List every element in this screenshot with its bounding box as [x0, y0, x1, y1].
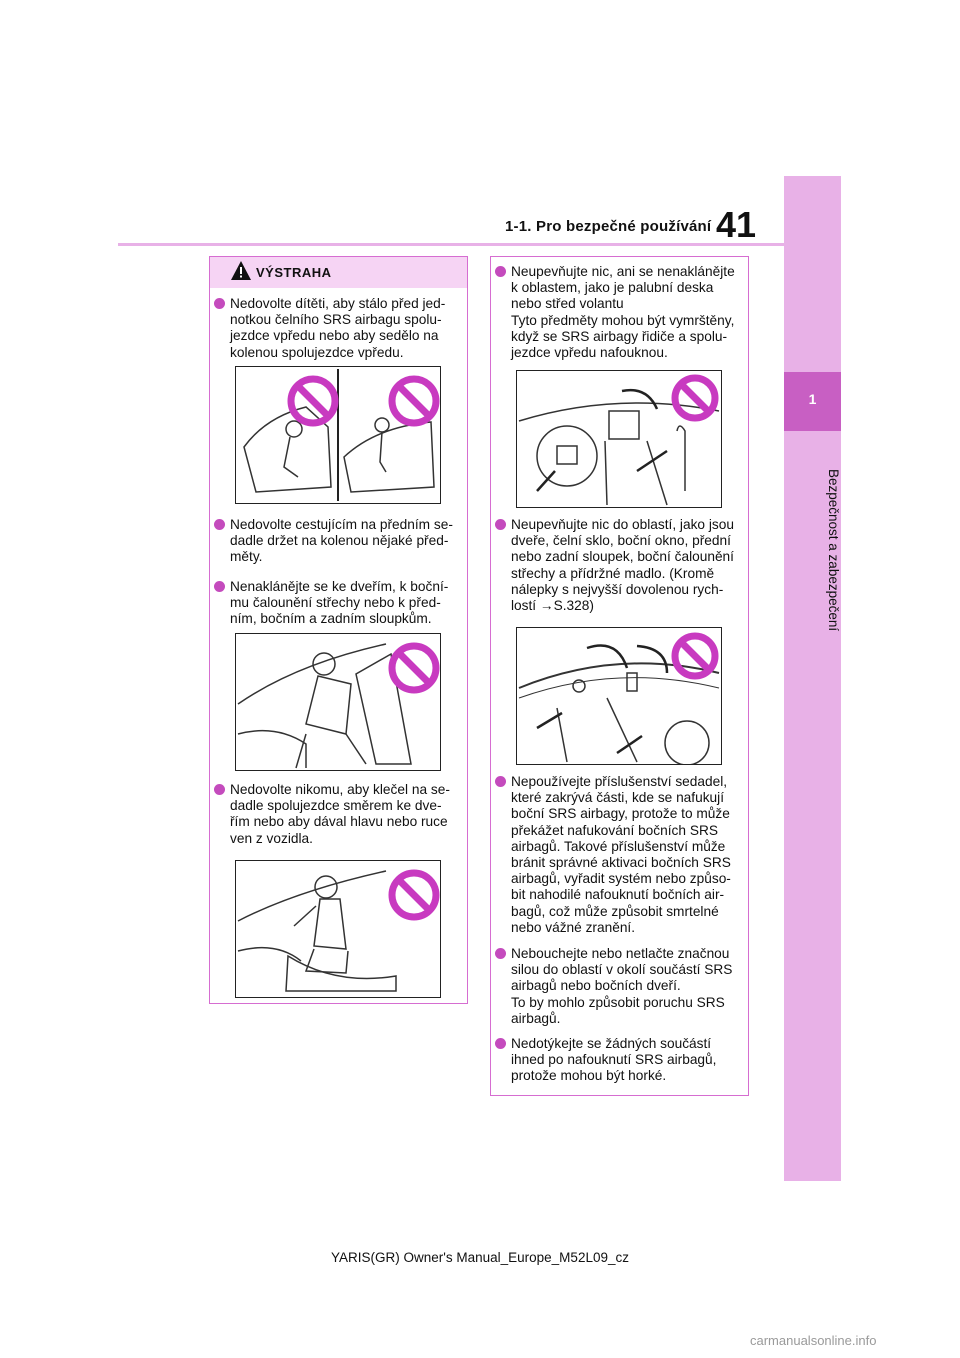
bullet-icon [495, 1038, 506, 1049]
watermark: carmanualsonline.info [750, 1333, 877, 1348]
bullet-icon [495, 519, 506, 530]
illustration-leaning-on-door [235, 633, 441, 771]
illustration-dashboard-objects [516, 370, 722, 508]
illustration-child-standing [235, 366, 441, 504]
list-item-text: Neupevňujte nic do oblastí, jako jsou dveře, čelní sklo, boční okno, přední nebo zadní sloupek, boční čalounění střechy a přídržné madlo. (Kromě nálepky s nejvyšší dovolenou rych- lostí →S.328) [511, 517, 734, 614]
list-item [495, 517, 747, 614]
list-item [214, 782, 466, 847]
bullet-icon [214, 519, 225, 530]
list-item [495, 264, 747, 361]
list-item [495, 774, 747, 936]
footer-text: YARIS(GR) Owner's Manual_Europe_M52L09_cz [331, 1250, 629, 1265]
prohibition-icon [291, 379, 335, 423]
prohibition-icon [392, 646, 436, 690]
illustration-kneeling-on-seat [235, 860, 441, 998]
list-item [214, 517, 466, 566]
header-rule [118, 243, 784, 246]
list-item [495, 946, 747, 1027]
bullet-icon [214, 298, 225, 309]
list-item-text: Nedovolte dítěti, aby stálo před jed- notkou čelního SRS airbagu spolu- jezdce vpředu nebo aby sedělo na kolenou spolujezdce vpředu. [230, 296, 446, 360]
list-item-text: Neupevňujte nic, ani se nenaklánějte k oblastem, jako je palubní deska nebo střed volantu Tyto předměty mohou být vymrštěny, když se SRS airbagy řidiče a spolu- jezdce vpředu nafouknou. [511, 264, 735, 361]
bullet-icon [214, 581, 225, 592]
list-item [214, 296, 466, 361]
warning-triangle-icon [230, 260, 252, 282]
list-item-text: Nebouchejte nebo netlačte značnou silou do oblastí v okolí součástí SRS airbagů nebo bočních dveří. To by mohlo způsobit poruchu SRS airbagů. [511, 946, 733, 1026]
chapter-side-tab [784, 176, 841, 1181]
prohibition-icon [675, 636, 715, 676]
section-title: 1-1. Pro bezpečné používání [505, 218, 712, 235]
prohibition-icon [392, 379, 436, 423]
list-item [495, 1036, 747, 1085]
chapter-title [784, 440, 841, 660]
list-item-text: Nedovolte cestujícím na předním se- dadle držet na kolenou nějaké před- měty. [230, 517, 453, 565]
chapter-number: 1 [808, 391, 817, 407]
illustration-door-pillars [516, 627, 722, 765]
prohibition-icon [675, 378, 715, 418]
bullet-icon [495, 266, 506, 277]
list-item [214, 579, 466, 628]
bullet-icon [495, 776, 506, 787]
page-number: 41 [716, 204, 757, 245]
bullet-icon [214, 784, 225, 795]
list-item-text: Nedotýkejte se žádných součástí ihned po nafouknutí SRS airbagů, protože mohou být horké. [511, 1036, 717, 1084]
chapter-title-text: Bezpečnost a zabezpečení [826, 468, 841, 632]
list-item-text: Nenaklánějte se ke dveřím, k boční- mu čalounění střechy nebo k před- ním, bočním a zadním sloupkům. [230, 579, 449, 627]
list-item-text: Nepoužívejte příslušenství sedadel, které zakrývá části, kde se nafukují boční SRS airbagy, protože to může překážet nafukování bočních SRS airbagů. Takové příslušenství může bránit správné aktivaci bočních SRS airbagů, vyřadit systém nebo způso- bit nahodilé nafouknutí bočních air- bagů, což může způsobit smrtelné nebo vážné zranění. [511, 774, 731, 935]
bullet-icon [495, 948, 506, 959]
list-item-text: Nedovolte nikomu, aby klečel na se- dadle spolujezdce směrem ke dve- řím nebo aby dával hlavu nebo ruce ven z vozidla. [230, 782, 450, 846]
prohibition-icon [392, 873, 436, 917]
warning-title: VÝSTRAHA [256, 265, 332, 280]
